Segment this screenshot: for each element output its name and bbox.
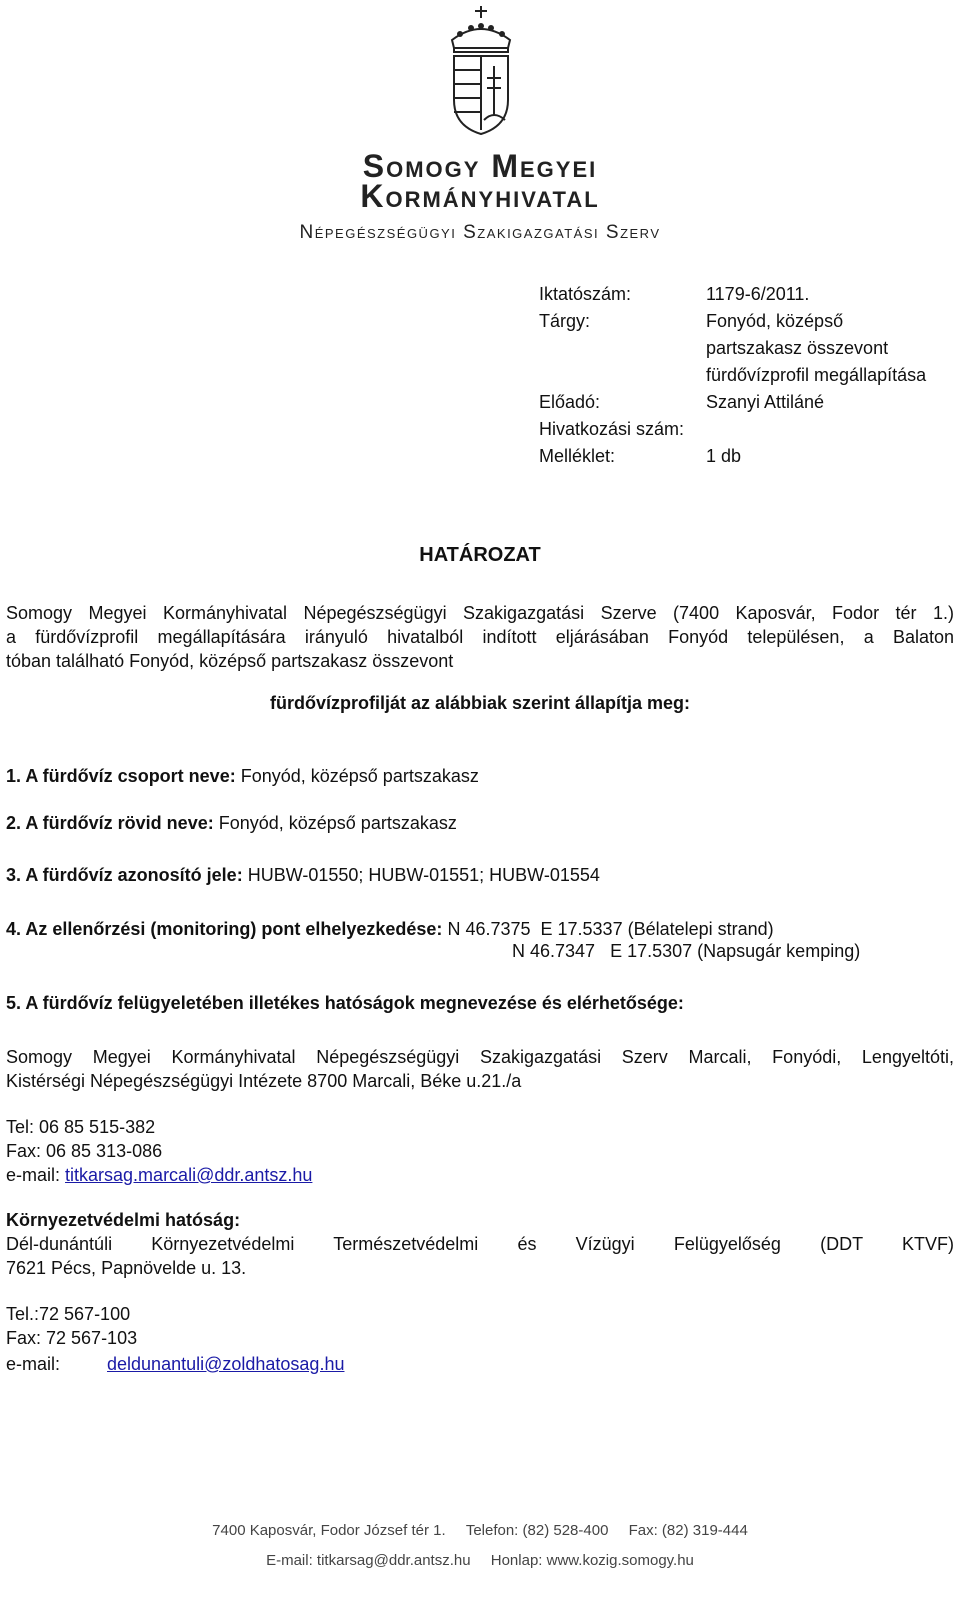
- coat-of-arms-icon: [438, 4, 524, 138]
- eloado-label: Előadó:: [539, 392, 601, 412]
- item-1-value: Fonyód, középső partszakasz: [240, 766, 479, 786]
- item-4-value1: N 46.7375 E 17.5337 (Bélatelepi strand): [447, 919, 774, 939]
- footer-phone: Telefon: (82) 528-400: [465, 1522, 609, 1539]
- footer-line1: [0, 1522, 960, 1539]
- authority1-line1: Somogy Megyei Kormányhivatal Népegészségügyi Szakigazgatási Szerv Marcali, Fonyódi, Lengyeltóti,: [6, 1047, 954, 1067]
- item-4: [6, 917, 954, 941]
- authority2-email-row: [6, 1352, 954, 1376]
- authority1-email-label: e-mail:: [6, 1165, 61, 1185]
- authority1-email-row: [6, 1163, 954, 1187]
- authority1-line2: Kistérségi Népegészségügyi Intézete 8700 Marcali, Béke u.21./a: [6, 1071, 522, 1091]
- authority2-email-link[interactable]: deldunantuli@zoldhatosag.hu: [107, 1354, 345, 1374]
- item-4-label: 4. Az ellenőrzési (monitoring) pont elhelyezkedése:: [6, 919, 443, 939]
- authority2-email-label: e-mail:: [6, 1354, 61, 1374]
- eloado-value: Szanyi Attiláné: [706, 392, 825, 412]
- footer-address: 7400 Kaposvár, Fodor József tér 1.: [212, 1522, 446, 1539]
- footer-fax: Fax: (82) 319-444: [628, 1522, 748, 1539]
- org-subtitle: Népegészségügyi Szakigazgatási Szerv: [299, 222, 661, 243]
- hivatkozasi-label: Hivatkozási szám:: [539, 419, 685, 439]
- intro-line2: a fürdővízprofil megállapítására irányuló hivatalból indított eljárásában Fonyód településen, a Balaton: [6, 627, 954, 647]
- intro-line1: Somogy Megyei Kormányhivatal Népegészségügyi Szakigazgatási Szerve (7400 Kaposvár, Fodor tér 1.): [6, 603, 954, 623]
- footer-email: E-mail: titkarsag@ddr.antsz.hu: [266, 1552, 471, 1569]
- document-title: HATÁROZAT: [419, 544, 541, 566]
- authority1-tel: Tel: 06 85 515-382: [6, 1117, 156, 1137]
- item-2-value: Fonyód, középső partszakasz: [218, 813, 457, 833]
- org-name-line2: Kormányhivatal: [360, 178, 600, 214]
- footer-line2: [0, 1552, 960, 1569]
- authority2-fax: Fax: 72 567-103: [6, 1328, 138, 1348]
- intro-subhead: fürdővízprofilját az alábbiak szerint állapítja meg:: [269, 693, 691, 713]
- item-1: [6, 764, 954, 788]
- item-2-label: 2. A fürdővíz rövid neve:: [6, 813, 214, 833]
- authority1-fax: Fax: 06 85 313-086: [6, 1141, 163, 1161]
- item-5-label: 5. A fürdővíz felügyeletében illetékes hatóságok megnevezése és elérhetősége:: [6, 993, 684, 1013]
- item-2: [6, 811, 954, 835]
- authority1-email-link[interactable]: titkarsag.marcali@ddr.antsz.hu: [65, 1165, 313, 1185]
- melleklet-value: 1 db: [706, 446, 742, 466]
- authority2-line1: Dél-dunántúli Környezetvédelmi Természetvédelmi és Vízügyi Felügyelőség (DDT KTVF): [6, 1234, 954, 1254]
- targy-line1: Fonyód, középső: [706, 311, 844, 331]
- authority2-line2: 7621 Pécs, Papnövelde u. 13.: [6, 1258, 247, 1278]
- footer-web: Honlap: www.kozig.somogy.hu: [490, 1552, 694, 1569]
- intro-line3: tóban található Fonyód, középső partszakasz összevont: [6, 651, 454, 671]
- authority2-heading: Környezetvédelmi hatóság:: [6, 1210, 241, 1230]
- org-name-line1: Somogy Megyei: [362, 148, 598, 184]
- item-3: [6, 863, 954, 887]
- item-3-label: 3. A fürdővíz azonosító jele:: [6, 865, 243, 885]
- item-1-label: 1. A fürdővíz csoport neve:: [6, 766, 236, 786]
- item-4-value2: N 46.7347 E 17.5307 (Napsugár kemping): [512, 941, 861, 961]
- targy-line3: fürdővízprofil megállapítása: [706, 365, 927, 385]
- authority2-tel: Tel.:72 567-100: [6, 1304, 131, 1324]
- targy-line2: partszakasz összevont: [706, 338, 889, 358]
- iktato-value: 1179-6/2011.: [706, 284, 810, 304]
- iktato-label: Iktatószám:: [539, 284, 632, 304]
- melleklet-label: Melléklet:: [539, 446, 616, 466]
- targy-label: Tárgy:: [539, 311, 591, 331]
- item-3-value: HUBW-01550; HUBW-01551; HUBW-01554: [247, 865, 600, 885]
